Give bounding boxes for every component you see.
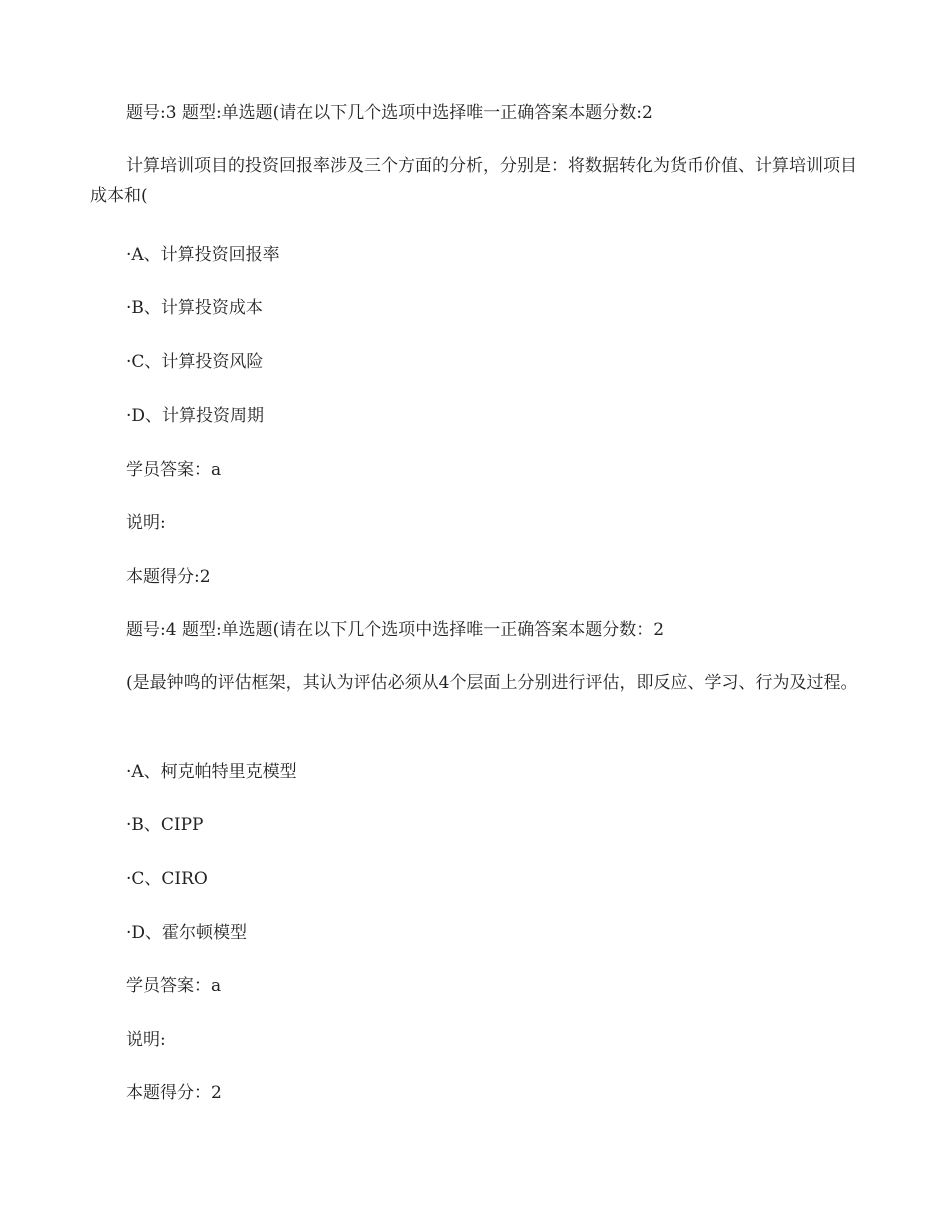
- question-4-header: 题号:4 题型:单选题(请在以下几个选项中选择唯一正确答案本题分数：2: [126, 620, 665, 640]
- question-4-option-c: ·C、CIRO: [126, 869, 208, 889]
- question-4-option-d: ·D、霍尔顿模型: [126, 923, 248, 943]
- question-4-option-b: ·B、CIPP: [126, 815, 204, 835]
- question-3-score: 本题得分:2: [126, 567, 211, 587]
- question-4-option-a: ·A、柯克帕特里克模型: [126, 762, 297, 782]
- question-3-option-a: ·A、计算投资回报率: [126, 245, 280, 265]
- question-3-student-answer: 学员答案：a: [126, 460, 222, 480]
- question-3-option-c: ·C、计算投资风险: [126, 352, 264, 372]
- question-3-option-b: ·B、计算投资成本: [126, 298, 263, 318]
- question-3-header: 题号:3 题型:单选题(请在以下几个选项中选择唯一正确答案本题分数:2: [126, 103, 653, 123]
- question-3-explanation: 说明:: [126, 513, 166, 533]
- question-4-stem: (是最钟鸣的评估框架，其认为评估必须从4个层面上分别进行评估，即反应、学习、行为及过程。: [126, 673, 858, 693]
- question-4-score: 本题得分：2: [126, 1083, 222, 1103]
- question-3-option-d: ·D、计算投资周期: [126, 406, 265, 426]
- question-4-student-answer: 学员答案：a: [126, 976, 222, 996]
- question-4-explanation: 说明:: [126, 1030, 166, 1050]
- question-3-stem: 计算培训项目的投资回报率涉及三个方面的分析，分别是：将数据转化为货币价值、计算培训项目成本和(: [90, 156, 857, 206]
